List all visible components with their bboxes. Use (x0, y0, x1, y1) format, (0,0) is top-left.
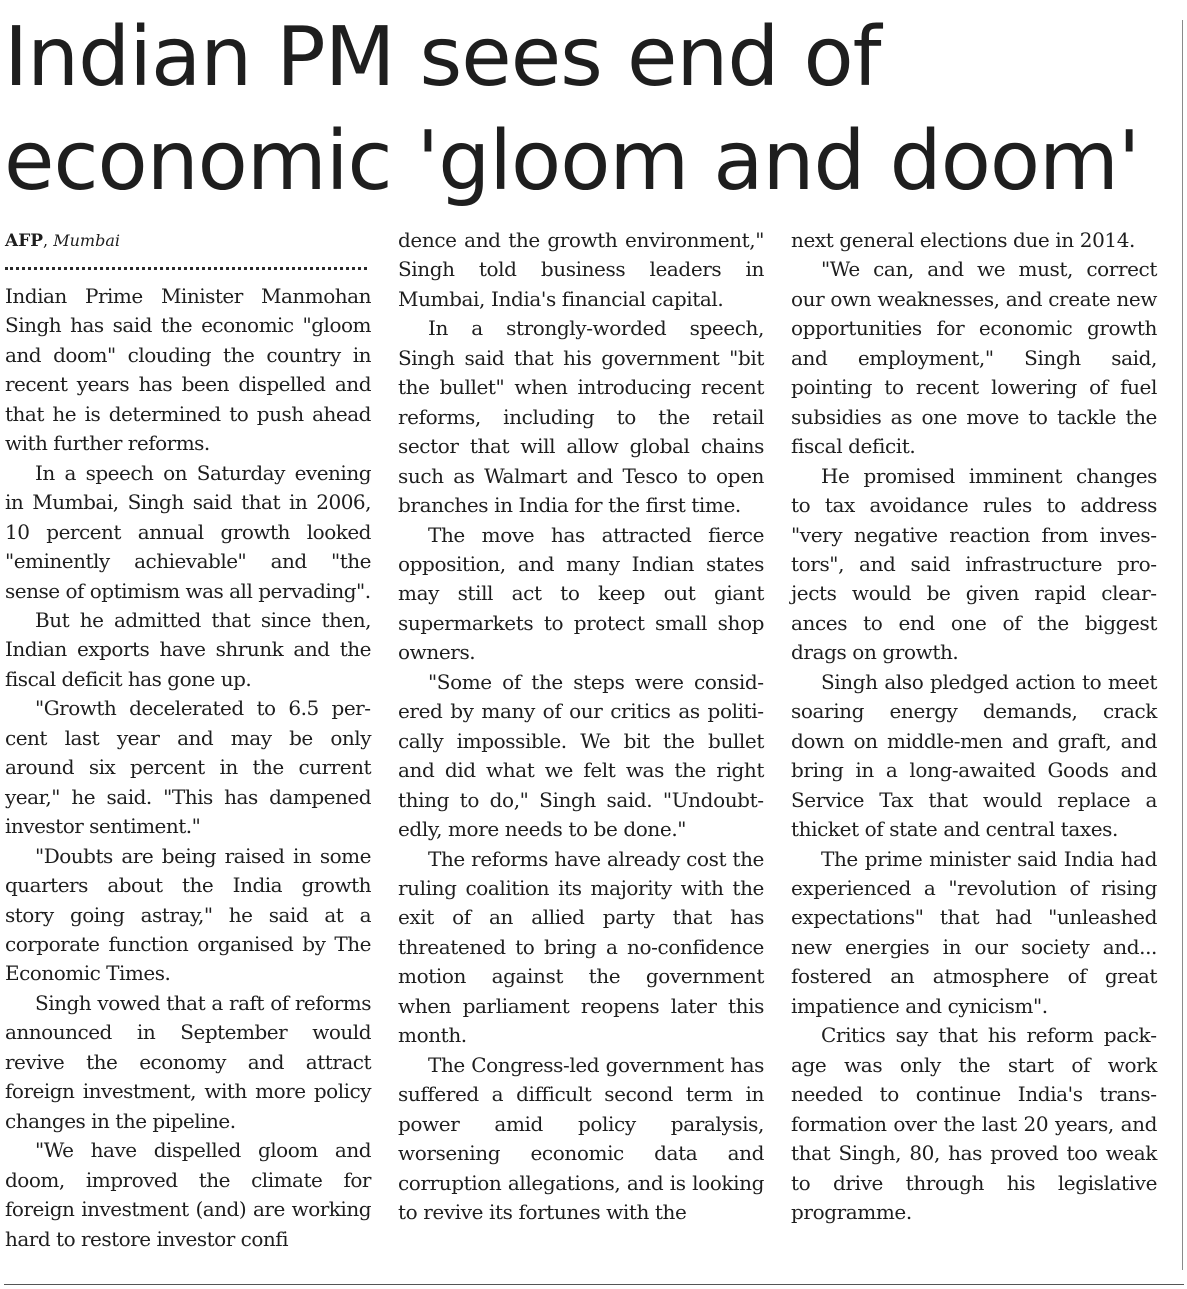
paragraph: Indian Prime Minister Manmohan Singh has said the economic "gloom and doom" clouding the country in recent years has been dispelled and that he is determined to push ahead with further reforms. (5, 284, 371, 456)
byline-separator: , (43, 231, 54, 250)
paragraph: Singh also pledged action to meet soaring energy demands, crack down on middle-men and graft, and bring in a long-awaited Goods and Service Tax that would replace a thicket of state and central taxes. (791, 669, 1157, 842)
paragraph: "Growth decelerated to 6.5 percent last year and may be only around six percent in the current year," he said. "This has dampened investor sentiment." (5, 696, 371, 839)
paragraph: In a speech on Saturday evening in Mumbai, Singh said that in 2006, 10 percent annual growth looked "eminently achievable" and "the sense of optimism was all pervading". (5, 460, 371, 603)
paragraph: Singh vowed that a raft of reforms announced in September would revive the economy and attract foreign investment, with more policy changes in the pipeline. (5, 990, 371, 1133)
paragraph: In a strongly-worded speech, Singh said that his government "bit the bullet" when introducing recent reforms, including to the retail sector that will allow global chains such as Walmart and Tesco to open branches in India for the first time. (398, 316, 764, 518)
paragraph: "Doubts are being raised in some quarters about the India growth story going astray," he said at a corporate function organised by The Economic Times. (5, 843, 371, 986)
headline (4, 6, 1174, 214)
article-column-1 (5, 226, 371, 1254)
byline (5, 226, 371, 255)
paragraph: Critics say that his reform package was only the start of work needed to continue India's transformation over the last 20 years, and that Singh, 80, has proved too weak to drive through his legislative programme. (791, 1023, 1157, 1224)
bottom-rule (4, 1284, 1184, 1285)
byline-location: Mumbai (53, 231, 120, 250)
headline-line-2: economic 'gloom and doom' (4, 114, 1140, 209)
paragraph: The reforms have already cost the ruling coalition its majority with the exit of an allied party that has threatened to bring a no-confidence motion against the government when parliament reopens later this month. (398, 846, 764, 1048)
byline-source: AFP (5, 231, 44, 251)
paragraph: "We can, and we must, correct our own weaknesses, and create new opportunities for economic growth and employment," Singh said, pointing to recent lowering of fuel subsidies as one move to tackle the fiscal deficit. (791, 257, 1157, 459)
headline-line-1: Indian PM sees end of (4, 10, 881, 105)
paragraph: He promised imminent changes to tax avoidance rules to address "very negative reaction from investors", and said infrastructure projects would be given rapid clearances to end one of the biggest drags on growth. (791, 463, 1157, 665)
paragraph: The move has attracted fierce opposition, and many Indian states may still act to keep out giant supermarkets to protect small shop owners. (398, 522, 764, 665)
paragraph: The Congress-led government has suffered a difficult second term in power amid policy paralysis, worsening economic data and corruption allegations, and is looking to revive its fortunes with the (398, 1052, 764, 1224)
byline-divider (5, 267, 367, 270)
paragraph: next general elections due in 2014. (791, 228, 1135, 252)
article-column-2 (398, 226, 764, 1227)
column-rule-right (1182, 20, 1183, 1270)
paragraph: "We have dispelled gloom and doom, improved the climate for foreign investment (and) are working hard to restore investor confi (5, 1138, 371, 1251)
paragraph: "Some of the steps were considered by many of our critics as politically impossible. We bit the bullet and did what we felt was the right thing to do," Singh said. "Undoubtedly, more needs to be done." (398, 669, 764, 842)
paragraph: dence and the growth environment," Singh told business leaders in Mumbai, India's financial capital. (398, 228, 764, 311)
paragraph: The prime minister said India had experienced a "revolution of rising expectations" that had "unleashed new energies in our society and... fostered an atmosphere of great impatience and cynicism". (791, 846, 1157, 1018)
paragraph: But he admitted that since then, Indian exports have shrunk and the fiscal deficit has gone up. (5, 607, 371, 691)
article-column-3 (791, 226, 1157, 1227)
